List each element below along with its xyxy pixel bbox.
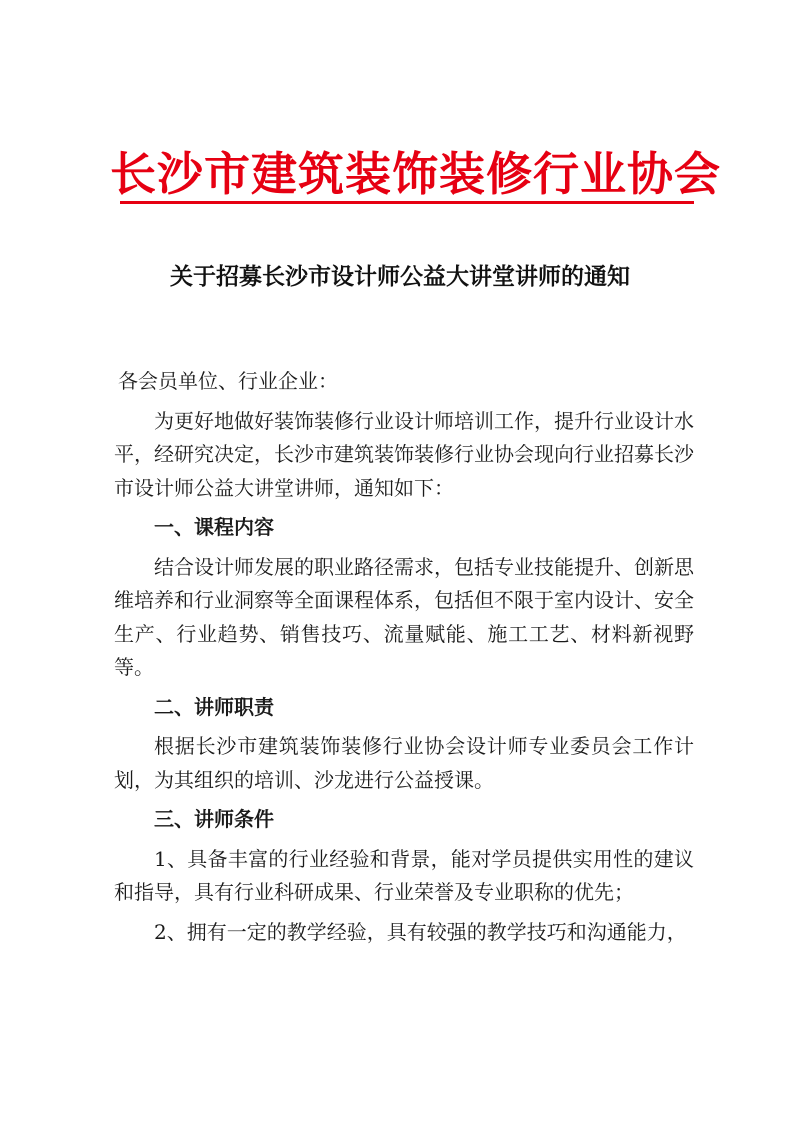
section-heading-course-content: 一、课程内容: [154, 515, 274, 539]
section-paragraph: 1、具备丰富的行业经验和背景，能对学员提供实用性的建议和指导，具有行业科研成果、行业荣誉及专业职称的优先；: [114, 846, 694, 904]
document-body: [114, 365, 694, 955]
organization-header: 长沙市建筑装饰装修行业协会: [110, 147, 721, 201]
section-paragraph: 根据长沙市建筑装饰装修行业协会设计师专业委员会工作计划，为其组织的培训、沙龙进行公益授课。: [114, 734, 694, 792]
section-heading-lecturer-duties: 二、讲师职责: [154, 694, 274, 719]
section-paragraph: 2、拥有一定的教学经验，具有较强的教学技巧和沟通能力，: [154, 919, 687, 944]
salutation: 各会员单位、行业企业：: [118, 369, 338, 393]
intro-paragraph: 为更好地做好装饰装修行业设计师培训工作，提升行业设计水平，经研究决定，长沙市建筑装饰装修行业协会现向行业招募长沙市设计师公益大讲堂讲师，通知如下：: [114, 408, 694, 500]
header-red-rule: [120, 201, 694, 204]
document-title: 关于招募长沙市设计师公益大讲堂讲师的通知: [170, 264, 630, 290]
section-heading-lecturer-requirements: 三、讲师条件: [154, 807, 274, 831]
section-paragraph: 结合设计师发展的职业路径需求，包括专业技能提升、创新思维培养和行业洞察等全面课程体系，包括但不限于室内设计、安全生产、行业趋势、销售技巧、流量赋能、施工工艺、材料新视野等。: [114, 554, 694, 679]
